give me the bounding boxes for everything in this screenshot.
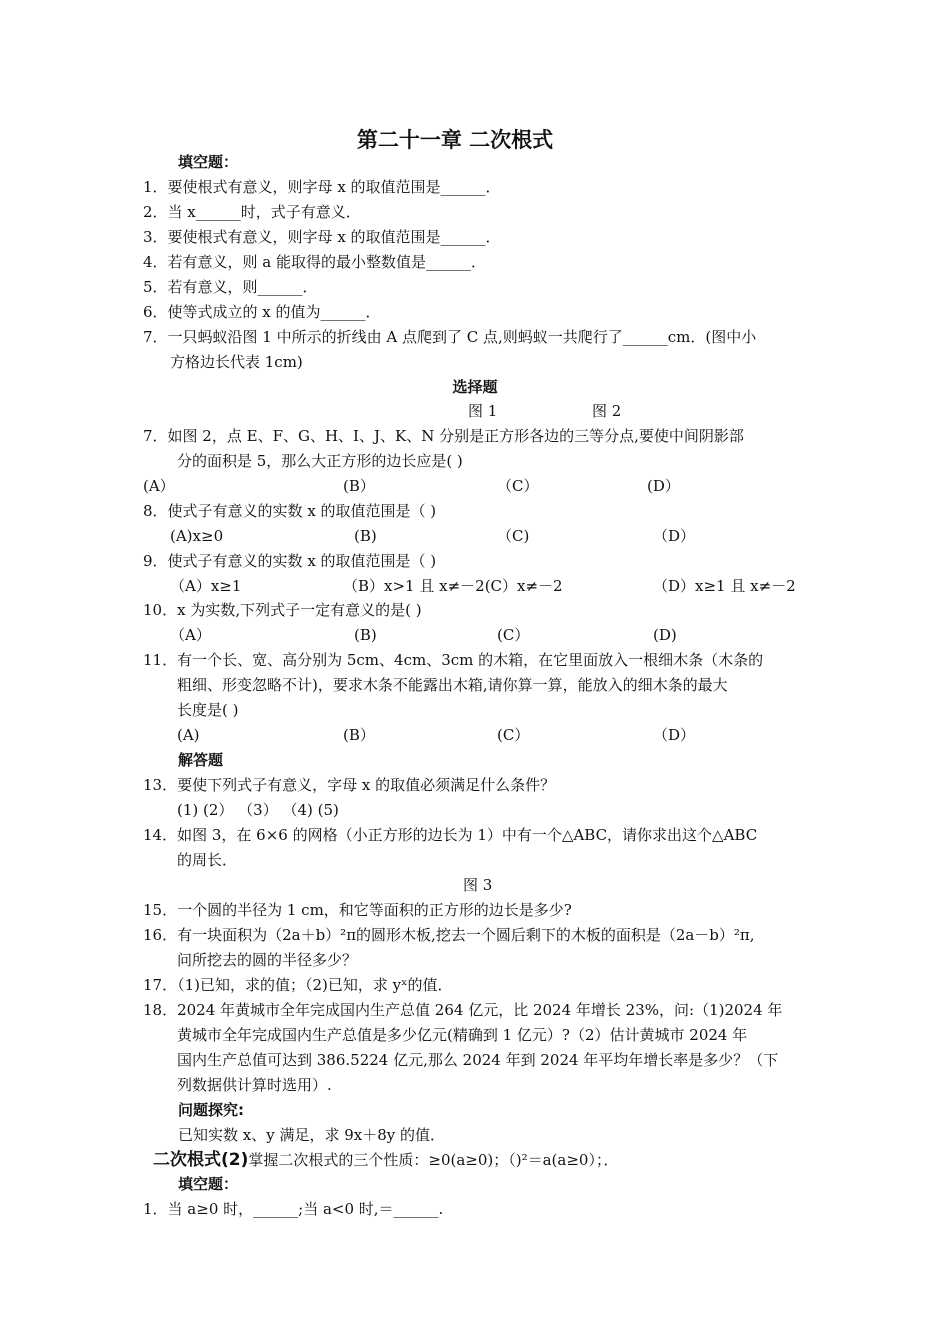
choice-7-option-d: (D） <box>647 477 680 495</box>
section-answer: 解答题 <box>178 751 224 769</box>
question-3: 3．要使根式有意义，则字母 x 的取值范围是______． <box>143 228 501 246</box>
answer-16-line1: 16．有一块面积为（2a＋b）²π的圆形木板,挖去一个圆后剩下的木板的面积是（2a－b）²π, <box>143 926 755 944</box>
answer-13-subparts: (1) (2） （3） （4) (5) <box>177 801 339 819</box>
choice-8-option-a: (A)x≥0 <box>170 527 224 545</box>
choice-8-option-b: (B) <box>354 527 377 545</box>
choice-11-option-a: (A) <box>177 726 200 744</box>
choice-9-option-bc: （B）x>1 且 x≠－2(C）x≠－2 <box>343 577 563 595</box>
choice-8: 8．使式子有意义的实数 x 的取值范围是（ ) <box>143 502 437 520</box>
section-2-heading <box>153 1150 618 1170</box>
choice-9-option-d: （D）x≥1 且 x≠－2 <box>653 577 796 595</box>
choice-11-option-b: (B） <box>343 726 375 744</box>
choice-7-line1: 7．如图 2，点 E、F、G、H、I、J、K、N 分别是正方形各边的三等分点,要使中间阴影部 <box>143 427 744 445</box>
answer-18-line1: 18．2024 年黄城市全年完成国内生产总值 264 亿元，比 2024 年增长 23%，问:（1)2024 年 <box>143 1001 783 1019</box>
question-7-line1: 7．一只蚂蚁沿图 1 中所示的折线由 A 点爬到了 C 点,则蚂蚁一共爬行了______cm．(图中小 <box>143 328 757 346</box>
choice-7-line2: 分的面积是 5，那么大正方形的边长应是( ) <box>177 452 463 470</box>
question-7-line2: 方格边长代表 1cm) <box>170 353 303 371</box>
page-title: 第二十一章 二次根式 <box>356 128 554 152</box>
section-choice: 选择题 <box>452 378 498 396</box>
section-2-title: 二次根式(2) <box>153 1150 249 1170</box>
choice-10-option-d: (D) <box>653 626 677 644</box>
choice-8-option-c: （C) <box>497 527 530 545</box>
answer-15: 15．一个圆的半径为 1 cm，和它等面积的正方形的边长是多少? <box>143 901 572 919</box>
answer-18-line2: 黄城市全年完成国内生产总值是多少亿元(精确到 1 亿元）?（2）估计黄城市 2024 年 <box>177 1026 748 1044</box>
section-2-fill-blank: 填空题： <box>178 1175 239 1193</box>
choice-10-option-b: (B) <box>354 626 377 644</box>
choice-11-line1: 11．有一个长、宽、高分别为 5cm、4cm、3cm 的木箱，在它里面放入一根细木条（木条的 <box>143 651 764 669</box>
question-4: 4．若有意义，则 a 能取得的最小整数值是______． <box>143 253 487 271</box>
question-1: 1．要使根式有意义，则字母 x 的取值范围是______． <box>143 178 501 196</box>
explore-problem: 已知实数 x、y 满足，求 9x＋8y 的值． <box>178 1126 446 1144</box>
section-2-question-1: 1．当 a≥0 时，______;当 a<0 时,＝______. <box>143 1200 444 1218</box>
choice-7-option-a: (A） <box>143 477 175 495</box>
answer-14-line2: 的周长． <box>177 851 238 869</box>
section-2-description: 掌握二次根式的三个性质：≥0(a≥0)；（)²＝a(a≥0）；． <box>248 1151 619 1169</box>
choice-11-line3: 长度是( ) <box>177 701 239 719</box>
figure-2-caption: 图 2 <box>592 402 622 420</box>
choice-10: 10．x 为实数,下列式子一定有意义的是( ) <box>143 601 422 619</box>
question-6: 6．使等式成立的 x 的值为______． <box>143 303 381 321</box>
question-2: 2．当 x______时，式子有意义． <box>143 203 361 221</box>
choice-11-option-c: (C） <box>497 726 530 744</box>
answer-18-line3: 国内生产总值可达到 386.5224 亿元,那么 2024 年到 2024 年平均年增长率是多少？（下 <box>177 1051 779 1069</box>
choice-11-option-d: （D） <box>653 726 696 744</box>
choice-7-option-c: （C） <box>497 477 539 495</box>
choice-9-option-a: （A）x≥1 <box>170 577 242 595</box>
choice-8-option-d: （D） <box>653 527 696 545</box>
question-5: 5．若有意义，则______． <box>143 278 318 296</box>
choice-9: 9．使式子有意义的实数 x 的取值范围是（ ) <box>143 552 437 570</box>
figure-1-caption: 图 1 <box>468 402 498 420</box>
choice-11-line2: 粗细、形变忽略不计)，要求木条不能露出木箱,请你算一算，能放入的细木条的最大 <box>177 676 728 694</box>
choice-10-option-a: （A） <box>170 626 211 644</box>
answer-18-line4: 列数据供计算时选用）. <box>177 1076 332 1094</box>
section-fill-blank: 填空题： <box>178 153 239 171</box>
answer-16-line2: 问所挖去的圆的半径多少？ <box>177 951 358 969</box>
figure-3-caption: 图 3 <box>463 876 493 894</box>
choice-7-option-b: (B） <box>343 477 375 495</box>
choice-10-option-c: (C） <box>497 626 530 644</box>
answer-14-line1: 14．如图 3，在 6×6 的网格（小正方形的边长为 1）中有一个△ABC，请你求出这个△ABC <box>143 826 758 844</box>
answer-13: 13．要使下列式子有意义，字母 x 的取值必须满足什么条件？ <box>143 776 556 794</box>
section-explore: 问题探究: <box>178 1101 244 1119</box>
answer-17: 17．（1)已知，求的值；（2)已知，求 yˣ的值． <box>143 976 453 994</box>
